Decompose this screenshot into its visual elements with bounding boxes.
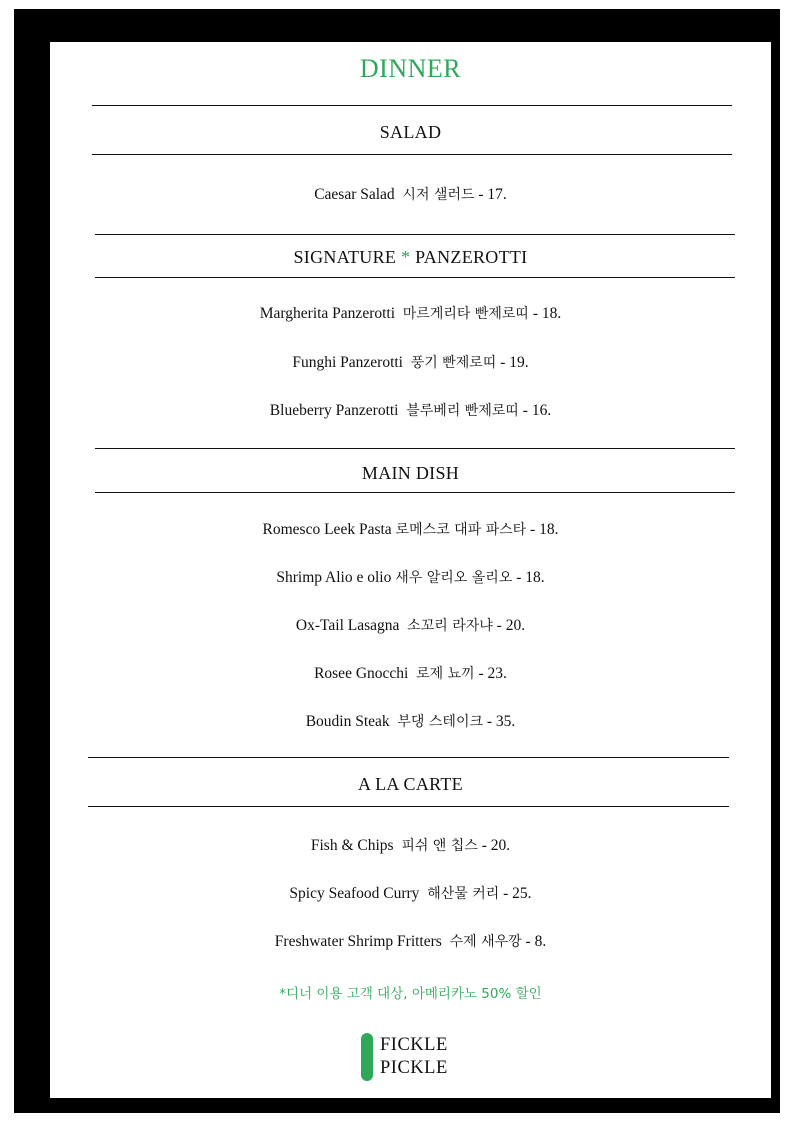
divider [92, 154, 732, 155]
divider [95, 448, 735, 449]
item-name-en: Romesco Leek Pasta [262, 521, 392, 538]
section-title-left: SIGNATURE [293, 247, 397, 267]
section-title-right: PANZEROTTI [415, 247, 528, 267]
item-price: - 8. [525, 933, 547, 950]
item-name-ko: 새우 알리오 올리오 [395, 570, 513, 586]
item-name-en: Caesar Salad [314, 186, 395, 203]
logo-line-1: FICKLE [380, 1035, 448, 1055]
divider [95, 277, 735, 278]
divider [92, 105, 732, 106]
menu-item [50, 567, 771, 587]
item-name-en: Spicy Seafood Curry [289, 885, 420, 902]
menu-frame [14, 9, 780, 1113]
menu-item [50, 400, 771, 420]
menu-page [50, 42, 771, 1098]
section-title-salad: SALAD [379, 122, 442, 142]
menu-title: DINNER [359, 54, 462, 83]
item-name-ko: 해산물 커리 [427, 886, 500, 902]
item-name-en: Funghi Panzerotti [292, 354, 403, 371]
item-name-en: Freshwater Shrimp Fritters [274, 933, 442, 950]
divider [88, 806, 729, 807]
item-name-ko: 피쉬 앤 칩스 [401, 838, 478, 854]
pickle-icon [361, 1033, 373, 1081]
star-mark: * [401, 247, 411, 267]
section-title-panzerotti [50, 247, 771, 268]
item-name-ko: 풍기 빤제로띠 [410, 355, 497, 371]
section-title-main-dish: MAIN DISH [361, 463, 460, 483]
menu-item [50, 352, 771, 372]
item-price: - 20. [481, 837, 511, 854]
item-name-en: Rosee Gnocchi [314, 665, 409, 682]
item-price: - 35. [486, 713, 516, 730]
item-price: - 18. [530, 521, 559, 538]
item-price: - 19. [500, 354, 529, 371]
menu-item [50, 663, 771, 683]
menu-item [50, 711, 771, 731]
item-name-ko: 블루베리 빤제로띠 [406, 403, 519, 419]
item-name-en: Shrimp Alio e olio [276, 569, 392, 586]
item-name-en: Blueberry Panzerotti [269, 402, 399, 419]
menu-item [50, 519, 771, 539]
item-name-en: Margherita Panzerotti [259, 305, 396, 322]
item-name-en: Fish & Chips [310, 837, 394, 854]
divider [95, 492, 735, 493]
fickle-pickle-logo [361, 1033, 471, 1083]
item-price: - 20. [496, 617, 526, 634]
discount-note: *디너 이용 고객 대상, 아메리카노 50% 할인 [279, 986, 542, 1002]
item-price: - 25. [503, 885, 532, 902]
item-price: - 16. [522, 402, 552, 419]
item-name-ko: 소꼬리 라자냐 [407, 618, 493, 634]
item-name-ko: 로메스코 대파 파스타 [395, 522, 527, 538]
item-name-ko: 로제 뇨끼 [416, 666, 475, 682]
item-name-en: Boudin Steak [305, 713, 390, 730]
item-name-en: Ox-Tail Lasagna [295, 617, 400, 634]
item-price: - 18. [516, 569, 545, 586]
item-name-ko: 부댕 스테이크 [397, 714, 484, 730]
divider [88, 757, 729, 758]
item-price: - 18. [532, 305, 562, 322]
item-price: - 23. [478, 665, 507, 682]
item-name-ko: 시저 샐러드 [402, 187, 475, 203]
section-title-a-la-carte: A LA CARTE [358, 774, 463, 794]
item-name-ko: 수제 새우깡 [449, 934, 522, 950]
menu-item [50, 931, 771, 951]
item-price: - 17. [478, 186, 507, 203]
divider [95, 234, 735, 235]
menu-item [50, 303, 771, 323]
item-name-ko: 마르게리타 빤제로띠 [402, 306, 529, 322]
logo-line-2: PICKLE [380, 1058, 448, 1078]
menu-item [50, 184, 771, 204]
menu-item [50, 835, 771, 855]
menu-item [50, 883, 771, 903]
menu-item [50, 615, 771, 635]
